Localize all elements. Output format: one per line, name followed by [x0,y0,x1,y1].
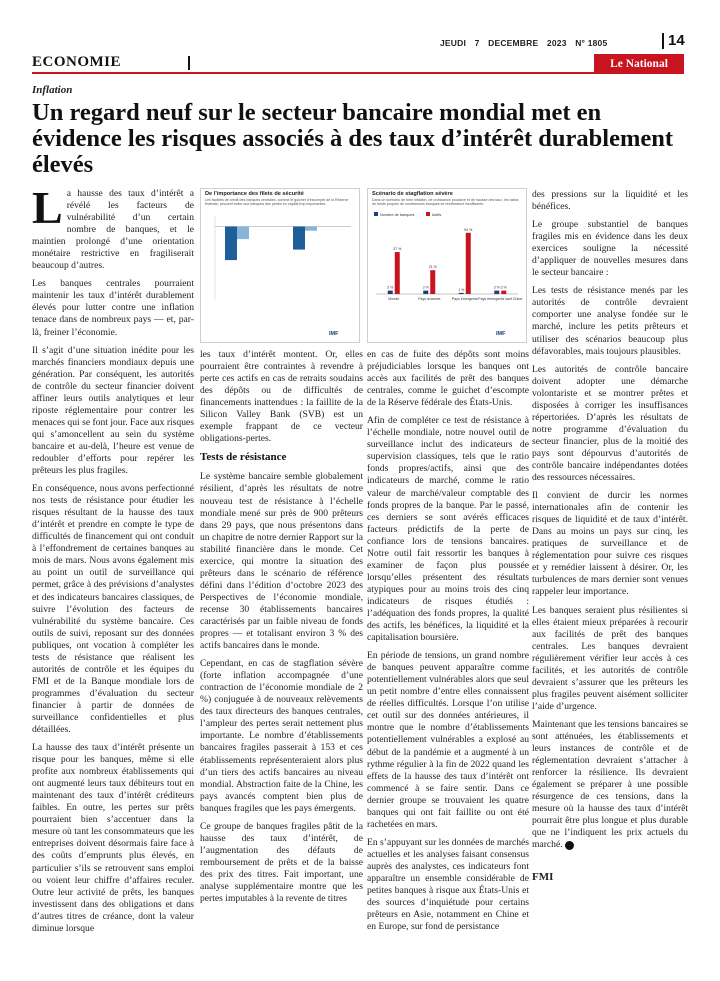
bar [430,270,435,294]
chart-stagflation [368,208,524,313]
issue-date-number: 7 [474,38,480,48]
header-divider [662,33,664,49]
section-divider [188,56,190,70]
article-column-1 [32,182,194,941]
paragraph: des pressions sur la liquidité et les bénéfices. [532,189,688,213]
paragraph: En conséquence, nous avons perfectionné nos tests de résistance pour étudier les risques résultant de la hausse des taux d’intérêt et prendre en compte le type de difficultés de financement qui ont conduit à l’effondrement de certaines banques au mois de mars. Nous avons également mis au point un outil de surveillance qui permet, grâce à des prévisions d’analystes et des indicateurs bancaires classiques, de suivre l’évolution des facteurs de vulnérabilité du système bancaire. Ces outils de suivi, reposant sur des données publiques, ont vocation à compléter les tests de résistance que réalisent les autorités de contrôle et les équipes du FMI et de la Banque mondiale lors de programmes d’évaluation du secteur financier à partir de données de surveillance confidentielles et plus détaillées. [32,483,194,736]
issue-year: 2023 [546,38,567,48]
chart-safety-nets [201,208,357,308]
issue-month: DECEMBRE [488,38,539,48]
bar [459,293,464,294]
figure-title: Scénario de stagflation sévère [372,191,453,197]
paragraph: Cependant, en cas de stagflation sévère (forte inflation accompagnée d’une contraction de l’économie mondiale de 2 %) conjuguée à de nouveaux relèvements des taux directeurs des banques centrales, l’ampleur des pertes serait nettement plus importante. Le nombre d’établissements bancaires fragiles passerait à 153 et ces établissements représenteraient alors plus d’un tiers des actifs bancaires au niveau mondial. Abstraction faite de la Chine, les pays avancés comptent bien plus de banques fragiles que les pays émergents. [200,658,363,814]
page-number: 14 [668,32,685,49]
figure-safety-nets [200,188,360,343]
legend-swatch [426,212,430,216]
tick-label: Pays émergents [451,296,478,301]
paragraph: Les banques seraient plus résilientes si elles étaient mieux préparées à recourir aux facilités de prêt des banques centrales. Les banques devraient régulièrement vérifier leur accès à ces facilités, et les autorités de contrôle devraient s’assurer que les prêteurs les plus fragiles peuvent aisément solliciter l’aide d’urgence. [532,604,688,712]
paragraph: La hausse des taux d’intérêt présente un risque pour les banques, même si elle profite aux nombreux établissements qui ont augmenté leurs taux débiteurs tout en maintenant des taux d’intérêt créditeurs faibles. En outre, les pertes sur prêts pourraient bien s’accentuer dans la mesure où tant les consommateurs que les entreprises doivent désormais faire face à des coûts d’emprunts plus élevés, en particulier s’ils se retrouvent sans emploi ou voient leur chiffre d’affaires reculer. Outre leur activité de prêts, les banques investissent dans des obligations et dans d’autres titres de créance, dont la valeur diminue lorsque [32,742,194,934]
paragraph: Maintenant que les tensions bancaires se sont atténuées, les établissements et leurs instances de contrôle et de réglementation devraient s’attacher à renforcer la résilience. Ils devraient également se préparer à une possible résurgence de ces tensions, dans la mesure où la hausse des taux d’intérêt pourrait être plus longue et plus durable que ne l’indiquent les prix actuels du marché. [532,718,688,851]
issue-number: N° 1805 [575,38,608,48]
legend-label: Actifs [432,212,442,217]
paragraph: En s’appuyant sur les données de marchés actuelles et les analyses faisant consensus auprès des analystes, ces indicateurs font apparaître un ensemble considérable de petites banques à risque aux États-Unis et des sources d’inquiétude pour certains prêteurs en Asie, notamment en Chine et en Europe, sur fond de persistance [367,836,529,933]
paragraph: Le groupe substantiel de banques fragiles mis en évidence dans les deux exercices souligne la nécessité d’appliquer de nouvelles mesures dans le secteur bancaire : [532,219,688,279]
data-label: 1 % [458,287,465,292]
article-signature: FMI [532,871,554,884]
data-label: 3 % [500,285,507,290]
bar [423,290,428,293]
paragraph: Il s’agit d’une situation inédite pour les marchés financiers mondiaux depuis une génération. Par conséquent, les autorités de contrôle du secteur financier doivent affiner leurs outils analytiques et leur riposte réglementaire pour contrer les menaces qui se font jour. Face aux risques qui s’amoncellent au sein du système bancaire et au-delà, l’heure est venue de redoubler d’efforts pour repérer les prêteurs les plus fragiles. [32,344,194,477]
tick-label: Monde [388,296,400,301]
article-title: Un regard neuf sur le secteur bancaire mondial met en évidence les risques associés à des taux d’intérêt durablement élevés [32,99,674,178]
paragraph: Les autorités de contrôle bancaire doivent adopter une démarche volontariste et se montrer prêtes et disposées à corriger les insuffisances répertoriées. D’après les résultats de notre programme d’évaluation du secteur financier, plus de la moitié des pays sont dépourvus d’autorités de contrôle bancaire indépendantes dotées des ressources nécessaires. [532,363,688,484]
tick-label: Pays avancés [418,296,441,301]
data-label: 21 % [428,265,437,270]
data-label: 3 % [493,285,500,290]
bar [293,226,305,249]
imf-logo: IMF [329,331,339,337]
drop-cap: L [32,182,63,233]
figure-subtitle: Dans un scénario de forte inflation, de croissance poussive et de hausse des taux, les ratios de fonds propres de nombreuses banques se révéleraient insuffisants. [372,198,519,207]
paragraph: En période de tensions, un grand nombre de banques peuvent apparaître comme potentiellement vulnérables alors que seul un petit nombre d’entre elles connaissent de réelles difficultés. Lorsque l’on utilise cet outil sur des données antérieures, il montre que le nombre d’établissements potentiellement vulnérables a explosé au début de la pandémie et a augmenté à un rythme régulier à la fin de 2022 quand les effets de la hausse des taux d’intérêt ont commencé à se faire sentir. Dans ce dernier groupe se trouvaient les quatre banques qui ont fait faillite ou ont été rachetées en mars. [367,650,529,830]
issue-date [440,38,613,48]
end-mark-icon [565,841,574,850]
issue-day: JEUDI [440,38,467,48]
paragraph: Il convient de durcir les normes internationales afin de contenir les risques de liquidité et de taux d’intérêt. Dans au moins un pays sur cinq, les pratiques de surveillance et de réglementation pour suivre ces risques et y remédier laissent à désirer. Or, les turbulences de mars dernier sont venues rappeler leur importance. [532,490,688,598]
bar [225,226,237,260]
paragraph: La hausse des taux d’intérêt a révélé les facteurs de vulnérabilité d’un certain nombre de banques, et le maintien prolongé d’une orientation monétaire restrictive en fragiliserait beaucoup d’autres. [32,182,194,272]
data-label: 37 % [393,246,402,251]
article-kicker: Inflation [32,84,73,96]
paragraph: Les tests de résistance menés par les autorités de contrôle devraient comporter une analyse fondée sur le marché, inclure les petits prêteurs et utiliser des scénarios beaucoup plus défavorables, mais toujours plausibles. [532,285,688,357]
legend-label: Nombre de banques [380,212,415,217]
imf-logo: IMF [496,331,506,337]
figure-stagflation [367,188,527,343]
paragraph: Afin de compléter ce test de résistance à l’échelle mondiale, notre nouvel outil de surveillance inclut des indicateurs de supervision classiques, tels que le ratio fonds propres/actifs, ainsi que des indicateurs de marché, comme le ratio valeur de marché/valeur comptable des fonds propres de la banque. Par le passé, ces derniers se sont avérés efficaces facteurs prédictifs de la perte de confiance lors de tensions bancaires. Notre outil fait ressortir les banques à examiner de façon plus poussée lorsqu’elles présentent des résultats atypiques pour au moins trois des cinq indicateurs de risques étudiés : l’adéquation des fonds propres, la qualité des actifs, les bénéfices, la liquidité et la capitalisation boursière. [367,415,529,644]
bar [388,290,393,293]
section-title: ECONOMIE [32,54,122,70]
paragraph: Les banques centrales pourraient maintenir les taux d’intérêt durablement élevés pour lutter contre une inflation tenace dans de nombreux pays — et, par-là, freiner l’économie. [32,278,194,338]
bar [395,252,400,294]
data-label: 54 % [464,227,473,232]
bar [494,290,499,293]
data-label: 3 % [422,285,429,290]
figure-subtitle: Les facilités de crédit des banques centrales, comme le guichet d’escompte de la Réserve fédérale, peuvent éviter aux banques des pertes en capital trop importantes. [205,198,349,207]
article-column-4 [532,189,688,883]
bar [237,226,249,239]
tick-label: Pays émergents sauf Chine [478,296,523,301]
bar [501,290,506,293]
bar [305,226,317,230]
article-column-2 [200,349,363,911]
newspaper-brand: Le National [594,54,684,74]
paragraph: les taux d’intérêt montent. Or, elles pourraient être contraintes à revendre à perte ces actifs en cas de retraits soudains des dépôts ou de difficultés de financements inattendues : la faillite de la Silicon Valley Bank (SVB) est un exemple frappant de ce vecteur obligations-pertes. [200,349,363,445]
subheading: Tests de résistance [200,451,287,464]
bar [466,233,471,294]
figure-title: De l’importance des filets de sécurité [205,191,304,197]
legend-swatch [374,212,378,216]
data-label: 3 % [387,285,394,290]
paragraph: en cas de fuite des dépôts sont moins préjudiciables lorsque les banques ont accès aux facilités de prêt des banques centrales, comme le guichet d’escompte de la Réserve fédérale des États-Unis. [367,349,529,409]
paragraph: Ce groupe de banques fragiles pâtit de la hausse des taux d’intérêt, de l’augmentation des défauts de remboursement de prêts et de la baisse des prix des titres. Fait important, une analyse supplémentaire montre que les pertes imputables à la revente de titres [200,820,363,905]
section-rule [32,72,684,74]
article-column-3 [367,349,529,939]
paragraph: Le système bancaire semble globalement résilient, d’après les résultats de notre nouveau test de résistance à l’échelle mondiale mené sur près de 900 prêteurs dans 29 pays, que nous présentons dans un chapitre de notre dernier Rapport sur la stabilité financière dans le monde. Cet exercice, qui montre la situation des prêteurs dans le scénario de référence défini dans l’édition d’octobre 2023 des Perspectives de l’économie mondiale, recense 30 établissements bancaires caractérisés par un faible niveau de fonds propres — et totalisant environ 3 % des actifs bancaires dans le monde. [200,471,363,652]
